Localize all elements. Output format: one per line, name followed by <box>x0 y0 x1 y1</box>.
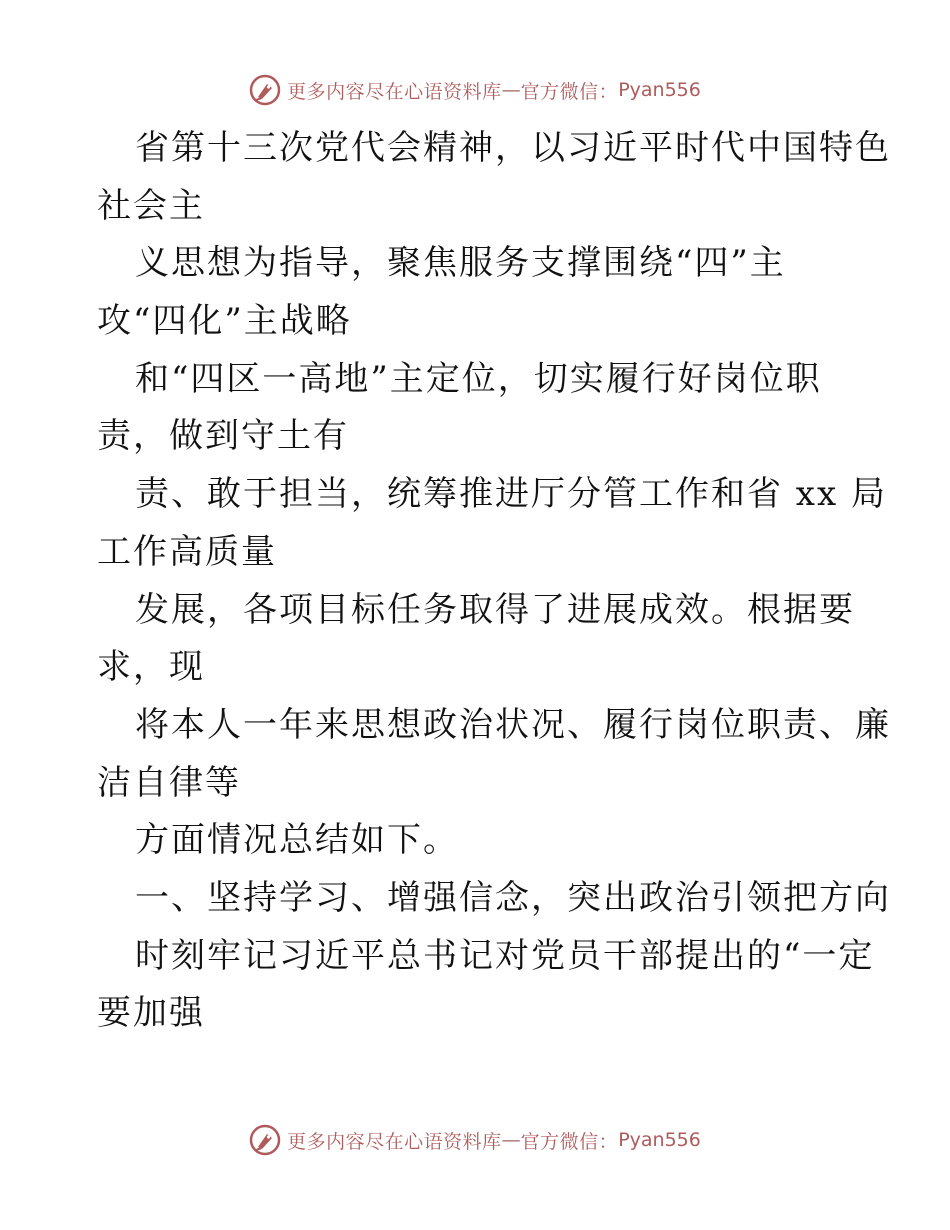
watermark-brand-text: 更多内容尽在心语资料库 <box>287 1130 502 1153</box>
header-watermark <box>0 70 950 110</box>
watermark-wechat-account: Pyan556 <box>618 79 701 101</box>
body-line: 发展，各项目标任务取得了进展成效。根据要 <box>135 589 855 630</box>
body-line: 将本人一年来思想政治状况、履行岗位职责、廉 <box>135 704 891 745</box>
body-line: 责、敢于担当，统筹推进厅分管工作和省 xx 局 <box>135 474 887 515</box>
body-line: 要加强 <box>97 993 205 1034</box>
body-line: 求，现 <box>97 647 205 688</box>
body-line: 义思想为指导，聚焦服务支撑围绕“四”主 <box>135 243 786 284</box>
body-line: 时刻牢记习近平总书记对党员干部提出的“一定 <box>135 935 875 976</box>
pen-nib-logo-icon <box>249 1124 281 1156</box>
watermark-wechat-label: 官方微信： <box>520 80 619 103</box>
body-line: 社会主 <box>97 185 205 226</box>
watermark-separator: — <box>501 79 521 101</box>
body-line: 方面情况总结如下。 <box>135 820 459 861</box>
footer-watermark <box>0 1120 950 1160</box>
body-line: 省第十三次党代会精神，以习近平时代中国特色 <box>135 128 891 168</box>
pen-nib-logo-icon <box>249 74 281 106</box>
watermark-separator: — <box>501 1129 521 1151</box>
body-line: 洁自律等 <box>97 762 241 803</box>
section-heading: 一、坚持学习、增强信念，突出政治引领把方向 <box>135 877 891 918</box>
watermark-wechat-account: Pyan556 <box>618 1129 701 1151</box>
body-line: 和“四区一高地”主定位，切实履行好岗位职 <box>135 358 822 399</box>
document-body <box>97 120 891 1043</box>
watermark-brand-text: 更多内容尽在心语资料库 <box>287 80 502 103</box>
watermark-wechat-label: 官方微信： <box>520 1130 619 1153</box>
body-line: 工作高质量 <box>97 531 277 572</box>
body-line: 责，做到守土有 <box>97 416 349 457</box>
body-line: 攻“四化”主战略 <box>97 301 352 342</box>
